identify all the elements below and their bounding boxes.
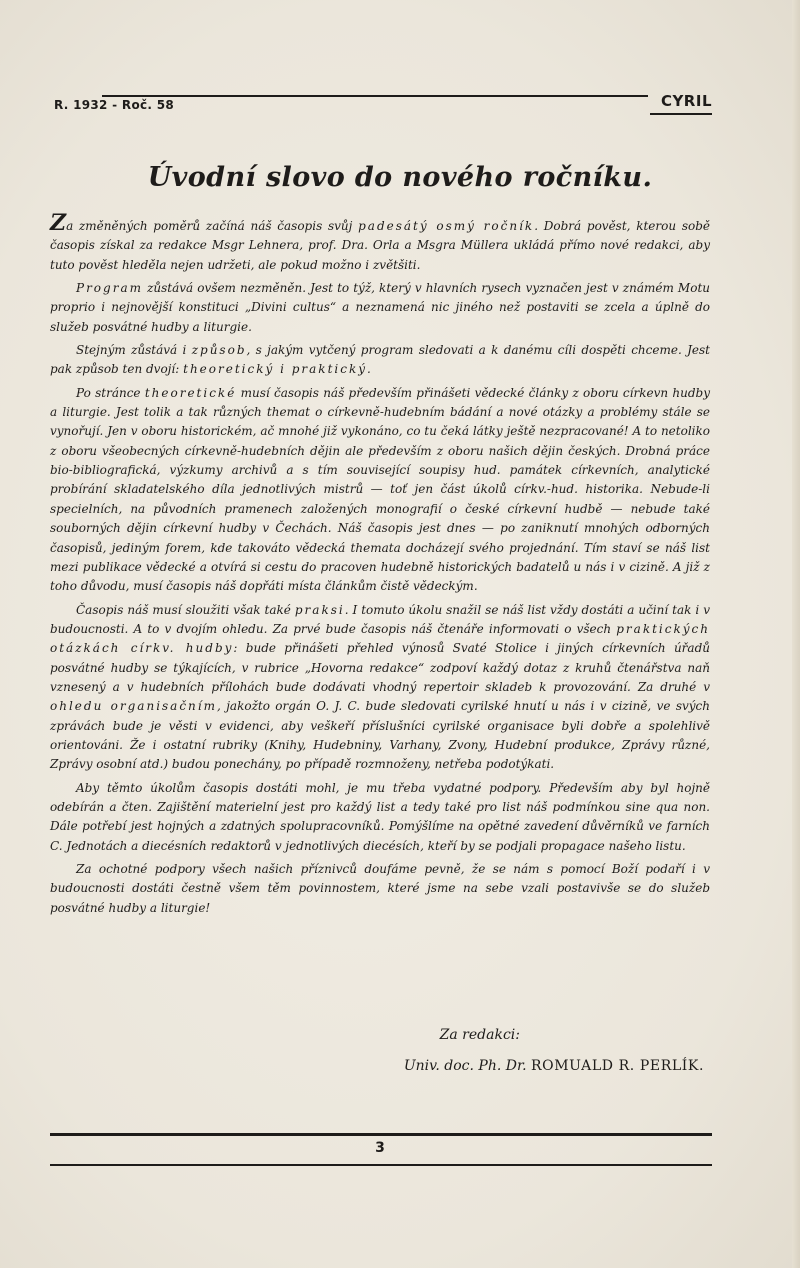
article-title: Úvodní slovo do nového ročníku.: [147, 162, 653, 193]
paragraph-1-text-c: . Dobrá pověst, kterou sobě časopis získal za redakce Msgr Lehnera, prof. Dra. Orla a Msgra Müllera ukládá přímo nové redakci, aby tuto pověst hleděla nejen udržeti, ale pokud možno i zvětšiti.: [50, 219, 710, 272]
signature-prefix: Univ. doc. Ph. Dr.: [403, 1058, 527, 1074]
paragraph-4-text-c: musí časopis náš především přinášeti vědecké články z oboru církevn hudby a liturgie. Jest tolik a tak různých themat o církevně-hudebním bádání a nové otázky a problémy stále se vynořují. Jen v oboru historickém, ač mnohé již vykonáno, co tu čeká látky ještě nezpracované! A to netoliko z oboru všeobecných církevně-hudebních dějin ale především z oboru našich dějin českých. Drobná práce bio-bibliografická, výzkumy archivů a s tím související soupisy hud. památek církevních, analytické probírání skladatelského díla jednotlivých mistrů — toť jen část úkolů církv.-hud. historika. Nebude-li specielních, na původních pramenech založených monografií o české církevní hudbě — nebude také souborných dějin církevní hudby v Čechách. Náš časopis jest dnes — po zaniknutí mnohých odborných časopisů, jediným forem, kde takováto vědecká themata docházejí svého projednání. Tím staví se náš list mezi publikace vědecké a otvírá si cestu do pracoven hudebně historických badatelů u nás i v cizině. A již z toho důvodu, musí časopis náš dopřáti místa článkům čistě vědeckým.: [50, 385, 710, 594]
paragraph-5-text-a: Časopis náš musí sloužiti však také: [76, 602, 291, 617]
paragraph-5-text-g: , jakožto orgán O. J. C. bude sledovati cyrilské hnutí u nás i v cizině, ve svých zprávách bude je věsti v evidenci, aby veškeří příslušníci cyrilské organisace byli dobře a spolehlivě orientováni. Že i ostatní rubriky (Knihy, Hudebniny, Varhany, Zvony, Hudební produkce, Zprávy různé, Zprávy osobní atd.) budou ponechány, po případě rozmnoženy, netřeba podotýkati.: [50, 699, 710, 772]
paragraph-2: [50, 279, 710, 337]
signature-name: ROMUALD R. PERLÍK.: [531, 1058, 704, 1074]
paragraph-7: Za ochotné podpory všech našich příznivců doufáme pevně, že se nám s pomocí Boží podaří i v budoucnosti dostáti čestně všem těm povinnostem, které jsme na sebe vzali postavivše se do služeb posvátné hudby a liturgie!: [50, 862, 710, 915]
issue-label: R. 1932 - Roč. 58: [54, 98, 175, 112]
paragraph-5-text-c: . I tomuto úkolu snažil se náš list vždy dostáti a učiní tak i v budoucnosti. A to v dvojím ohledu. Za prvé bude časopis náš čtenáře informovati o všech: [50, 602, 710, 636]
paragraph-4-spaced: theoretické: [144, 385, 237, 400]
journal-name: CYRIL: [660, 92, 712, 110]
paragraph-3-text-e: .: [367, 362, 371, 377]
paragraph-5-spaced-b: praksi: [294, 602, 345, 617]
signature-editorial: Za redakci:: [439, 1027, 520, 1043]
running-header: [50, 92, 712, 118]
paragraph-3-spaced-d: theoretický i praktický: [183, 362, 368, 377]
page-number: 3: [375, 1140, 385, 1156]
paragraph-5-spaced-f: ohledu organisačním: [50, 699, 218, 714]
paragraph-2-spaced: Program: [76, 281, 143, 296]
footer-rule-bottom: [50, 1164, 712, 1166]
paragraph-3: [50, 341, 710, 380]
paragraph-1-text-a: a změněných poměrů začíná náš časopis svůj: [66, 219, 353, 233]
paragraph-3-spaced-b: způsob: [191, 343, 247, 358]
page-edge: [792, 0, 800, 1268]
paragraph-5-text-e: : bude přinášeti přehled výnosů Svaté Stolice i jiných církevních úřadů posvátné hudby se týkajících, v rubrice „Hovorna redakce“ zodpoví každý dotaz z kruhů čtenářstva naň vznesený a v hudebních přílohách bude dodávati vhodný repertoir skladeb k provozování. Za druhé v: [50, 641, 710, 694]
signature-author: [50, 1058, 710, 1074]
paragraph-5: [50, 601, 710, 775]
paragraph-5-spaced-d: praktických otázkách církv. hudby: [50, 621, 710, 656]
paragraph-4-text-a: Po stránce: [76, 385, 141, 400]
paragraph-6: Aby těmto úkolům časopis dostáti mohl, je mu třeba vydatné podpory. Především aby byl hojně odebírán a čten. Zajištění materielní jest pro každý list a tedy také pro list náš podmínkou sine qua non. Dále potřebí jest hojných a zdatných spolupracovníků. Pomýšlíme na opětné zavedení důvěrníků ve farních C. Jednotách a diecésních redaktorů v jednotlivých diecésích, kteří by se podjali propagace našeho listu.: [50, 780, 710, 853]
paragraph-3-text-c: , s jakým vytčený program sledovati a k danému cíli dospěti chceme. Jest pak způsob ten dvojí:: [50, 343, 710, 377]
article-body: [50, 210, 710, 922]
paragraph-3-text-a: Stejným zůstává i: [76, 343, 187, 358]
paragraph-1-spaced: padesátý osmý ročník: [358, 219, 535, 233]
footer-rule-top: [50, 1133, 712, 1136]
paragraph-1: [50, 210, 710, 275]
drop-cap: Z: [50, 210, 67, 236]
paragraph-4: [50, 384, 710, 597]
paragraph-2-text: zůstává ovšem nezměněn. Jest to týž, který v hlavních rysech vyznačen jest v známém Motu proprio i nejnovější konstituci „Divini cultus“ a neznamená nic jiného než postaviti se zcela a úplně do služeb posvátné hudby a liturgie.: [50, 281, 710, 334]
